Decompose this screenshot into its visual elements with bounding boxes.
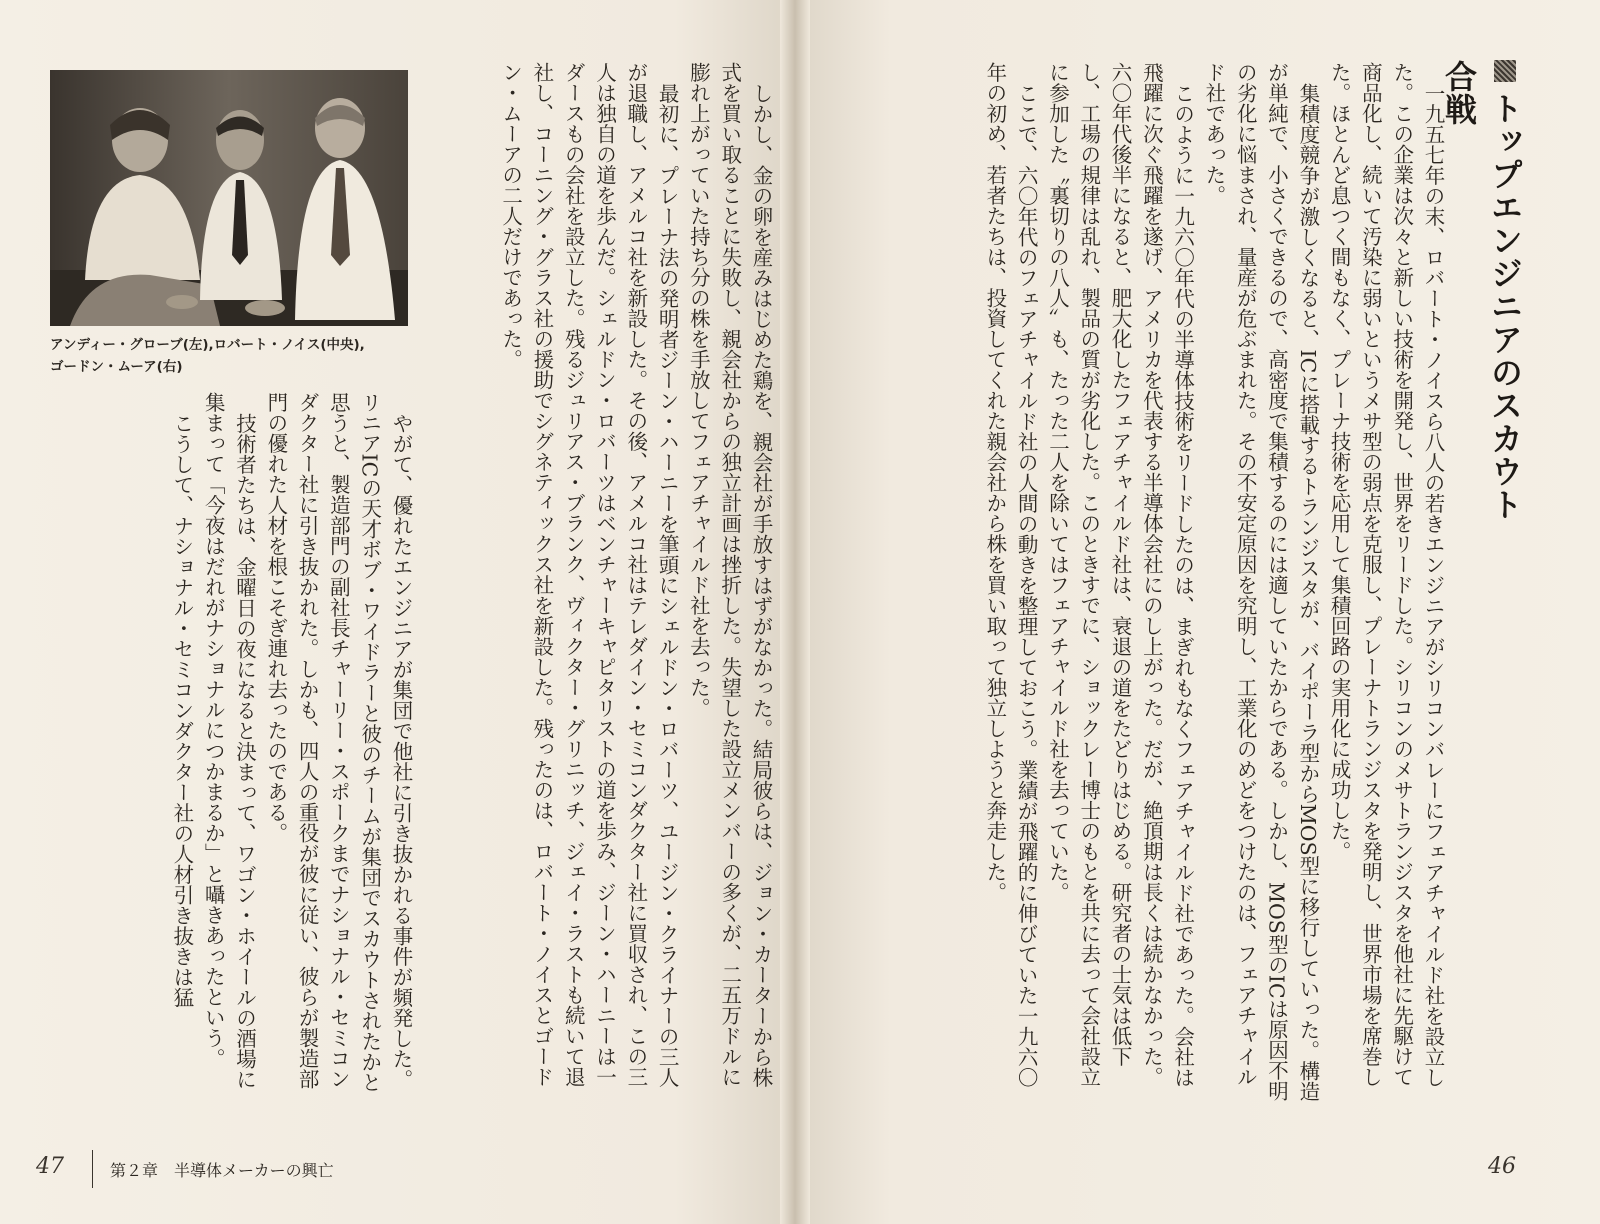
paragraph: ここで、六〇年代のフェアチャイルド社の人間の動きを整理しておこう。業績が飛躍的に伸びていた一九六〇年の初め、若者たちは、投資してくれた親会社から株を買い取って独立しようと奔走した。 bbox=[982, 62, 1039, 1087]
paragraph: 最初に、プレーナ法の発明者ジーン・ハーニーを筆頭にシェルドン・ロバーツ、ユージン・クライナーの三人が退職し、アメルコ社を新設した。その後、アメルコ社はテレダイン・セミコンダクター社に買収され、この三人は独自の道を歩んだ。シェルドン・ロバーツはベンチャーキャピタリストの道を歩み、ジーン・ハーニーは一ダースもの会社を設立した。残るジュリアス・ブランク、ヴィクター・グリニッチ、ジェイ・ラストも続いて退社し、コーニング・グラス社の援助でシグネティックス社を新設した。残ったのは、ロバート・ノイスとゴードン・ムーアの二人だけであった。 bbox=[498, 62, 680, 1087]
paragraph: 一九五七年の末、ロバート・ノイスら八人の若きエンジニアがシリコンバレーにフェアチャイルド社を設立した。この企業は次々と新しい技術を開発し、世界をリードした。シリコンのメサトランジスタを他社に先駆けて商品化し、続いて汚染に弱いというメサ型の弱点を克服し、プレーナトランジスタを発明し、世界市場を席巻した。ほとんど息つく間もなく、プレーナ技術を応用して集積回路の実用化に成功した。 bbox=[1327, 62, 1445, 1087]
founders-photo-image bbox=[50, 70, 408, 326]
left-page-body-top bbox=[418, 62, 776, 1104]
paragraph: 技術者たちは、金曜日の夜になると決まって、ワゴン・ホイールの酒場に集まって「今夜はだれがナショナルにつかまるか」と囁きあったという。 bbox=[201, 392, 257, 1089]
section-heading: トップエンジニアのスカウト合戦 bbox=[1440, 60, 1524, 521]
right-page-body bbox=[800, 62, 1448, 1104]
paragraph: しかし、金の卵を産みはじめた鶏を、親会社が手放すはずがなかった。結局彼らは、ジョン・カーターから株式を買い取ることに失敗し、親会社からの独立計画は挫折した。失望した設立メンバーの多くが、二五万ドルに膨れ上がっていた持ち分の株を手放してフェアチャイルド社を去った。 bbox=[686, 62, 773, 1087]
caption-line: アンディー・グローブ(左),ロバート・ノイス(中央), bbox=[50, 337, 365, 353]
footer-divider bbox=[92, 1150, 93, 1188]
paragraph: こうして、ナショナル・セミコンダクター社の人材引き抜きは猛 bbox=[169, 412, 194, 1007]
paragraph: 集積度競争が激しくなると、ICに搭載するトランジスタが、バイポーラ型からMOS型に移行していった。構造が単純で、小さくできるので、高密度で集積するのには適していたからである。しかし、MOS型のICは原因不明の劣化に悩まされ、量産が危ぶまれた。その不安定原因を究明し、工業化のめどをつけたのは、フェアチャイルド社であった。 bbox=[1201, 62, 1320, 1102]
paragraph: やがて、優れたエンジニアが集団で他社に引き抜かれる事件が頻発した。リニアICの天才ボブ・ワイドラーと彼のチームが集団でスカウトされたかと思うと、製造部門の副社長チャーリー・スポークまでナショナル・セミコンダクター社に引き抜かれた。しかも、四人の重役が彼に従い、彼らが製造部門の優れた人材を根こそぎ連れ去ったのである。 bbox=[263, 392, 413, 1093]
running-chapter-title: 第２章 半導体メーカーの興亡 bbox=[110, 1161, 334, 1180]
paragraph: このように一九六〇年代の半導体技術をリードしたのは、まぎれもなくフェアチャイルド社であった。会社は飛躍に次ぐ飛躍を遂げ、アメリカを代表する半導体会社にのし上がった。だが、絶頂期は長くは続かなかった。六〇年代後半になると、肥大化したフェアチャイルド社は、衰退の道をたどりはじめる。研究者の士気は低下し、工場の規律は乱れ、製品の質が劣化した。このときすでに、ショックレー博士のもとを共に去って会社設立に参加した〝裏切りの八人〟も、たった二人を除いてはフェアチャイルド社を去っていた。 bbox=[1045, 62, 1195, 1087]
founders-photo bbox=[50, 70, 408, 326]
caption-line: ゴードン・ムーア(右) bbox=[50, 359, 183, 375]
page-number-right: 46 bbox=[1488, 1154, 1516, 1179]
photo-caption bbox=[50, 334, 470, 378]
left-page-body-bottom bbox=[36, 392, 416, 1104]
page-number-left: 47 bbox=[36, 1154, 64, 1179]
heading-square-icon bbox=[1494, 60, 1516, 82]
